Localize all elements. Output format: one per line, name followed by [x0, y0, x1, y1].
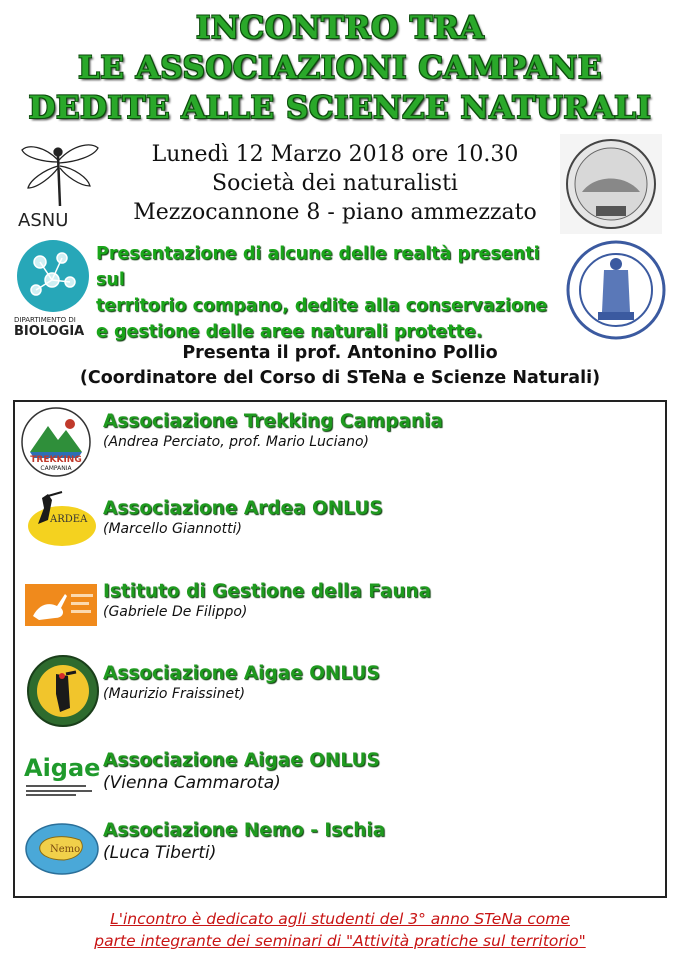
association-item [103, 411, 443, 450]
association-item [103, 820, 385, 863]
event-address: Mezzocannone 8 - piano ammezzato [133, 200, 537, 225]
biologia-logo-line1: DIPARTIMENTO DI [14, 316, 76, 324]
asnu-logo [14, 136, 104, 232]
title-line-1: INCONTRO TRA [195, 10, 485, 46]
trekking-logo-sub: CAMPANIA [40, 465, 72, 472]
association-name: Associazione Trekking Campania [103, 411, 443, 432]
title-line-2: LE ASSOCIAZIONI CAMPANE [78, 50, 602, 86]
dragonfly-icon [14, 136, 104, 232]
university-seal-icon [566, 240, 666, 340]
presenter [0, 341, 680, 391]
presentation-line-3: e gestione delle aree naturali protette. [96, 322, 483, 342]
asoim-logo [26, 654, 100, 728]
presentation-text [96, 241, 566, 345]
trekking-logo-text: TREKKING [30, 455, 82, 465]
event-details [100, 140, 570, 227]
presentation-line-2: territorio compano, dedite alla conservazione [96, 296, 548, 316]
footer-note [0, 908, 680, 952]
ardea-logo-text: ARDEA [50, 514, 88, 525]
hare-icon [25, 584, 97, 626]
trekking-campania-logo [20, 406, 92, 478]
presenter-line-1: Presenta il prof. Antonino Pollio [182, 343, 498, 363]
footer-line-1: L'incontro è dedicato agli studenti del 3° anno STeNa come [110, 910, 570, 928]
association-people: (Luca Tiberti) [103, 843, 217, 863]
seal-icon [560, 134, 662, 234]
association-item [103, 750, 380, 793]
svg-text:Nemo: Nemo [50, 844, 81, 855]
woodpecker-icon [26, 654, 100, 728]
naturalists-seal [560, 134, 662, 234]
asnu-logo-text: ASNU [18, 210, 69, 231]
association-item [103, 581, 431, 620]
aigae-logo-text: Aigae [24, 754, 101, 782]
association-people: (Maurizio Fraissinet) [103, 686, 246, 702]
ardea-logo [18, 490, 98, 548]
fauna-institute-logo [25, 584, 97, 626]
footer-line-2: parte integrante dei seminari di "Attività pratiche sul territorio" [94, 932, 586, 950]
university-seal [566, 240, 666, 340]
association-name: Istituto di Gestione della Fauna [103, 581, 432, 602]
aigae-logo [24, 754, 100, 800]
event-date: Lunedì 12 Marzo 2018 ore 10.30 [151, 142, 519, 167]
association-item [103, 663, 380, 702]
nemo-logo [24, 822, 100, 876]
presentation-line-1: Presentazione di alcune delle realtà presenti sul [96, 244, 540, 290]
association-people: (Vienna Cammarota) [103, 773, 281, 793]
biologia-logo [12, 238, 94, 338]
title-line-3: DEDITE ALLE SCIENZE NATURALI [28, 90, 652, 126]
poster-title [0, 8, 680, 128]
association-name: Associazione Aigae ONLUS [103, 663, 380, 684]
association-people: (Gabriele De Filippo) [103, 604, 248, 620]
association-name: Associazione Nemo - Ischia [103, 820, 386, 841]
association-people: (Andrea Perciato, prof. Mario Luciano) [103, 434, 369, 450]
event-venue: Società dei naturalisti [212, 171, 458, 196]
association-people: (Marcello Giannotti) [103, 521, 242, 537]
island-icon [24, 822, 100, 876]
biologia-logo-line2: BIOLOGIA [14, 324, 85, 339]
association-item [103, 498, 383, 537]
association-name: Associazione Aigae ONLUS [103, 750, 380, 771]
association-name: Associazione Ardea ONLUS [103, 498, 383, 519]
aigae-lines-icon [24, 783, 100, 797]
presenter-line-2: (Coordinatore del Corso di STeNa e Scienze Naturali) [79, 368, 601, 388]
